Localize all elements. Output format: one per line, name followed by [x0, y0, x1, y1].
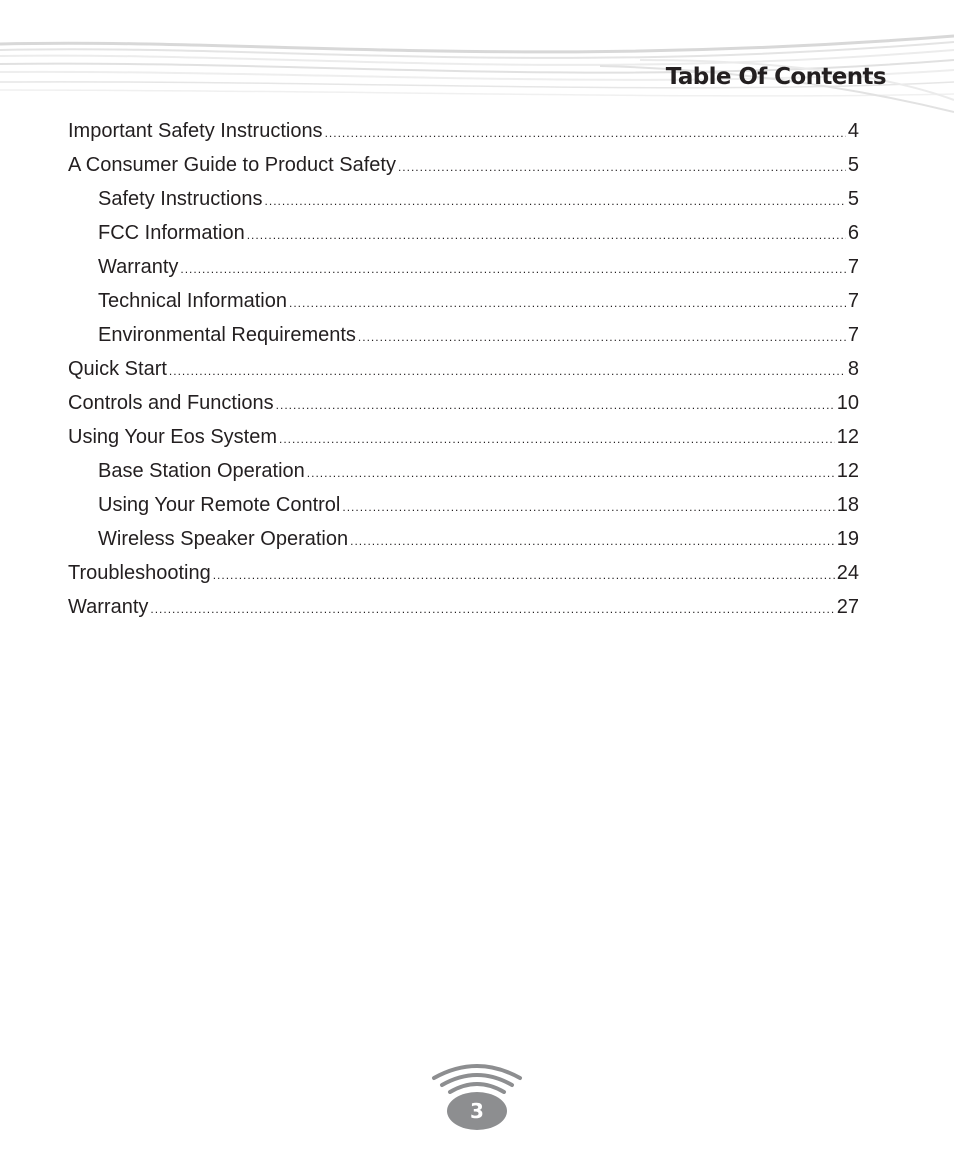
toc-entry[interactable] [68, 148, 859, 182]
toc-leader-dots [213, 558, 835, 592]
toc-entry-page: 10 [836, 392, 859, 414]
toc-entry-page: 4 [847, 120, 859, 142]
toc-entry-page: 5 [847, 154, 859, 176]
table-of-contents [68, 114, 859, 624]
toc-entry-page: 7 [847, 256, 859, 278]
toc-entry[interactable] [68, 318, 859, 352]
toc-leader-dots [279, 422, 835, 456]
toc-leader-dots [276, 388, 835, 422]
toc-entry[interactable] [68, 454, 859, 488]
toc-entry-label: Troubleshooting [68, 562, 211, 584]
page-footer [430, 1060, 524, 1134]
toc-entry[interactable] [68, 352, 859, 386]
toc-entry-page: 7 [847, 324, 859, 346]
toc-entry-label: Controls and Functions [68, 392, 274, 414]
toc-entry[interactable] [68, 590, 859, 624]
toc-entry-label: Using Your Eos System [68, 426, 277, 448]
toc-entry-label: Important Safety Instructions [68, 120, 323, 142]
toc-leader-dots [265, 184, 846, 218]
toc-leader-dots [289, 286, 846, 320]
toc-leader-dots [169, 354, 846, 388]
toc-entry-page: 8 [847, 358, 859, 380]
toc-entry[interactable] [68, 522, 859, 556]
toc-entry[interactable] [68, 114, 859, 148]
toc-entry[interactable] [68, 420, 859, 454]
toc-entry[interactable] [68, 386, 859, 420]
wireless-waves-icon [430, 1060, 524, 1094]
toc-entry-label: Using Your Remote Control [98, 494, 341, 516]
toc-entry[interactable] [68, 250, 859, 284]
toc-entry-page: 6 [847, 222, 859, 244]
page-number-badge: 3 [447, 1092, 507, 1130]
toc-entry-label: FCC Information [98, 222, 245, 244]
toc-entry-page: 18 [836, 494, 859, 516]
toc-entry[interactable] [68, 284, 859, 318]
toc-leader-dots [307, 456, 835, 490]
toc-entry-label: Environmental Requirements [98, 324, 356, 346]
toc-entry[interactable] [68, 216, 859, 250]
toc-entry-page: 12 [836, 426, 859, 448]
toc-leader-dots [325, 116, 846, 150]
toc-entry[interactable] [68, 556, 859, 590]
toc-leader-dots [180, 252, 845, 286]
toc-entry-page: 27 [836, 596, 859, 618]
toc-entry-label: Technical Information [98, 290, 287, 312]
toc-entry-label: Warranty [98, 256, 179, 278]
toc-entry[interactable] [68, 182, 859, 216]
toc-leader-dots [150, 592, 834, 626]
toc-entry-label: Quick Start [68, 358, 167, 380]
toc-entry-label: A Consumer Guide to Product Safety [68, 154, 396, 176]
toc-entry-label: Wireless Speaker Operation [98, 528, 349, 550]
toc-entry-label: Base Station Operation [98, 460, 305, 482]
toc-entry-page: 7 [847, 290, 859, 312]
toc-leader-dots [358, 320, 846, 354]
toc-leader-dots [350, 524, 835, 558]
toc-entry-page: 19 [836, 528, 859, 550]
toc-entry-page: 24 [836, 562, 859, 584]
toc-leader-dots [247, 218, 846, 252]
toc-entry-page: 5 [847, 188, 859, 210]
toc-entry-page: 12 [836, 460, 859, 482]
toc-leader-dots [342, 490, 834, 524]
toc-entry-label: Warranty [68, 596, 149, 618]
toc-entry[interactable] [68, 488, 859, 522]
toc-leader-dots [398, 150, 846, 184]
page-title: Table Of Contents [665, 64, 886, 90]
toc-entry-label: Safety Instructions [98, 188, 263, 210]
